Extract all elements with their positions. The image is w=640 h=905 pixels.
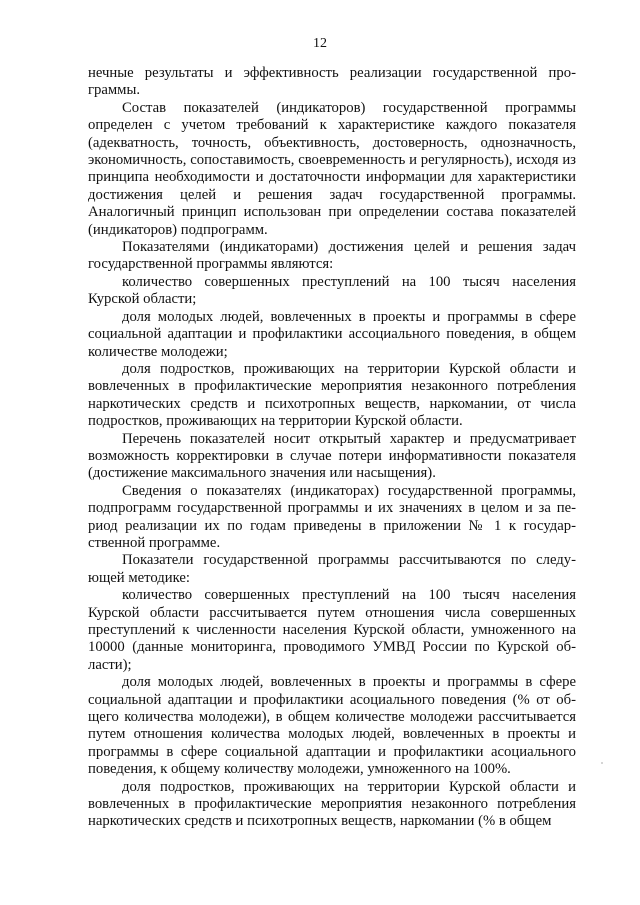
paragraph-methodology-intro: Показатели государственной программы рассчитываются по следующей методике: xyxy=(88,552,576,586)
page-number: 12 xyxy=(313,36,327,51)
method-teen-share: доля подростков, проживающих на территории Курской области и вовлеченных в профилактические мероприятия незаконного потребления наркотических средств и психотропных веществ, наркомании (% в общем xyxy=(88,778,576,830)
list-item-crime-count: количество совершенных преступлений на 100 тысяч населения Курской области; xyxy=(88,273,576,308)
method-crime-count: количество совершенных преступлений на 100 тысяч населения Курской области рассчитывается путем отношения числа совершенных преступлений к численности населения Курской области, умноженного на 10000 (данные мониторинга, проводимого УМВД России по Курской области); xyxy=(88,587,576,673)
scan-speck xyxy=(601,762,603,764)
paragraph-indicators-intro: Показателями (индикаторами) достижения целей и решения задач государственной программы являются: xyxy=(88,239,576,273)
paragraph-continuation: нечные результаты и эффективность реализации государственной программы. xyxy=(88,65,576,99)
body-text xyxy=(88,65,576,831)
list-item-youth-share: доля молодых людей, вовлеченных в проекты и программы в сфере социальной адаптации и профилактики ассоциального поведения, в общем количестве молодежи; xyxy=(88,308,576,360)
paragraph-indicators-composition: Состав показателей (индикаторов) государственной программы определен с учетом требований к характеристике каждого показателя (адекватность, точность, объективность, достоверность, однозначность, экономичность, сопоставимость, своевременность и регулярность), исходя из принципа необходимости и достаточности информации для характеристики достижения целей и решения задач государственной программы. Аналогичный принцип использован при определении состава показателей (индикаторов) подпрограмм. xyxy=(88,99,576,238)
method-youth-share: доля молодых людей, вовлеченных в проекты и программы в сфере социальной адаптации и профилактики асоциального поведения (% от общего количества молодежи), в общем количестве молодежи рассчитывается путем отношения количества молодых людей, вовлеченных в проекты и программы в сфере социальной адаптации и профилактики асоциального поведения, к общему количеству молодежи, умноженного на 100%. xyxy=(88,674,576,778)
paragraph-appendix-reference: Сведения о показателях (индикаторах) государственной программы, подпрограмм государственной программы и их значениях в целом и за период реализации их по годам приведены в приложении № 1 к государственной программе. xyxy=(88,482,576,551)
list-item-teen-share: доля подростков, проживающих на территории Курской области и вовлеченных в профилактические мероприятия незаконного потребления наркотических средств и психотропных веществ, наркомании, от числа подростков, проживающих на территории Курской области. xyxy=(88,360,576,430)
paragraph-open-list: Перечень показателей носит открытый характер и предусматривает возможность корректировки в случае потери информативности показателя (достижение максимального значения или насыщения). xyxy=(88,430,576,482)
